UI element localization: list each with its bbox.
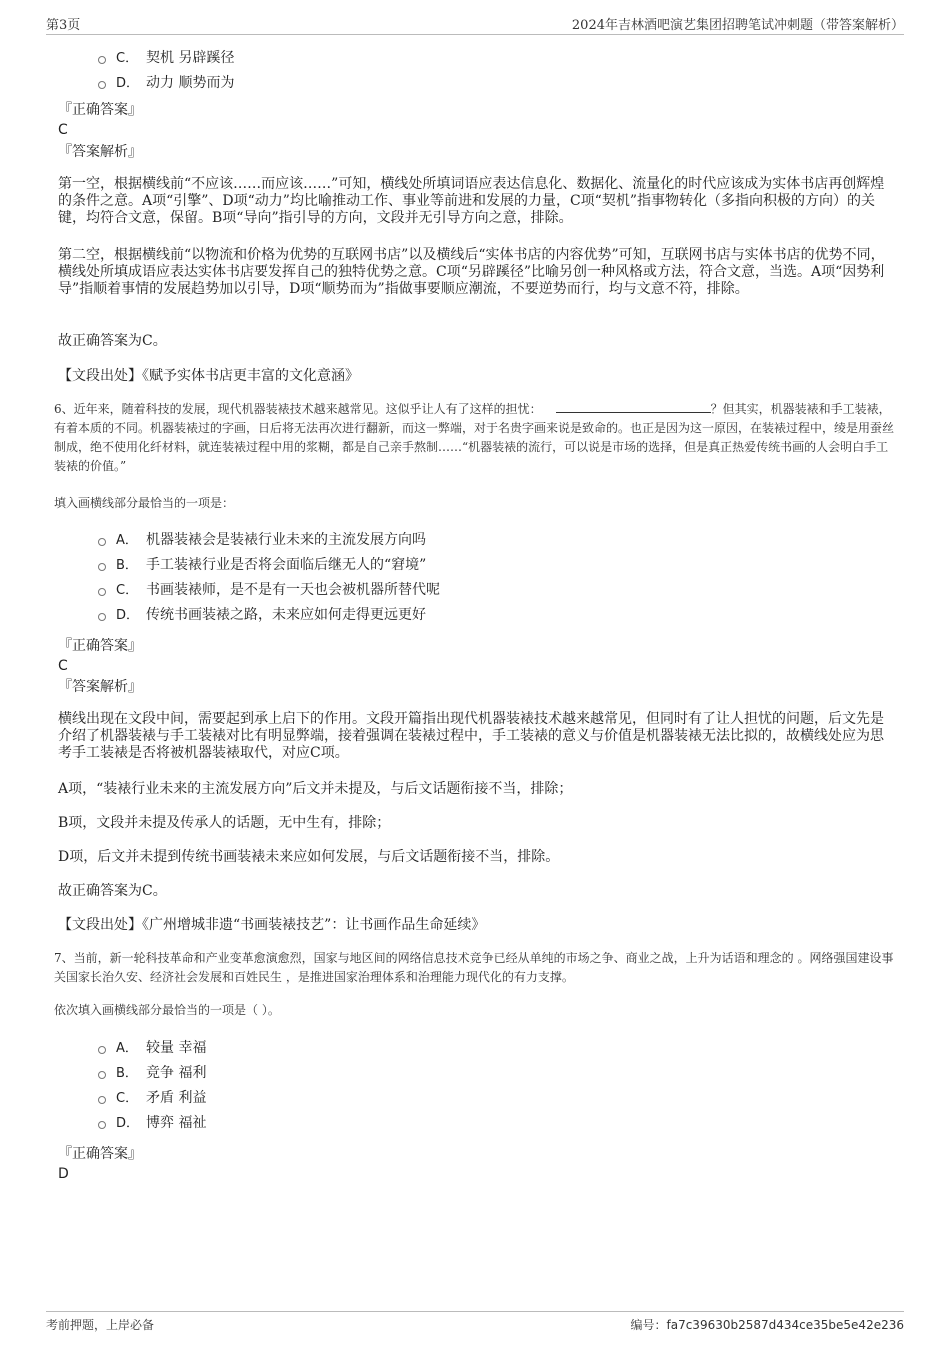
q5-source: 【文段出处】《赋予实体书店更丰富的文化意涵》 bbox=[58, 368, 359, 384]
q6-analysis-para-1: 横线出现在文段中间，需要起到承上启下的作用。文段开篇指出现代机器装裱技术越来越常见，但同时有了让人担忧的问题，后文先是介绍了机器装裱与手工装裱对比有明显弊端，接着强调在装裱过程中，手工装裱的意义与价值是机器装裱无法比拟的，故横线处应为思考手工装裱是否将被机器装裱取代，对应C项。 bbox=[58, 711, 884, 761]
radio-icon[interactable] bbox=[98, 588, 106, 596]
q6-stem: 6、近年来，随着科技的发展，现代机器装裱技术越来越常见。这似乎让人有了这样的担忧： ？但其实，机器装裱和手工装裱，有着本质的不同。机器装裱过的字画，日后将无法再次进行翻新，而这一弊端，对于名贵字画来说是致命的。也正是因为这一原因，在装裱过程中，绫是用蚕丝制成，绝不使用化纤材料，就连装裱过程中用的浆糊，都是自己亲手熬制……“机器装裱的流行，可以说是市场的选择，但是真正热爱传统书画的人会明白手工装裱的价值。” bbox=[54, 402, 895, 473]
q5-analysis-conclusion: 故正确答案为C。 bbox=[58, 333, 167, 349]
q7-stem: 7、当前，新一轮科技革命和产业变革愈演愈烈，国家与地区间的网络信息技术竞争已经从单纯的市场之争、商业之战，上升为话语和理念的 。网络强国建设事关国家长治久安、经济社会发展和百姓民生 ，是推进国家治理体系和治理能力现代化的有力支撑。 bbox=[54, 951, 894, 984]
q5-option-d[interactable]: D． 动力 顺势而为 bbox=[58, 71, 894, 96]
document-title: 2024年吉林酒吧演艺集团招聘笔试冲刺题（带答案解析） bbox=[571, 18, 904, 33]
q5-options bbox=[58, 46, 894, 96]
q7-answer: D bbox=[58, 1166, 69, 1182]
q5-answer-label: 『正确答案』 bbox=[58, 102, 142, 118]
q6-option-c[interactable]: C． 书画装裱师，是不是有一天也会被机器所替代呢 bbox=[58, 578, 894, 603]
page-footer bbox=[46, 1311, 904, 1336]
q7-options bbox=[58, 1036, 894, 1136]
document-code: 编号：fa7c39630b2587d434ce35be5e42e236 bbox=[630, 1318, 904, 1332]
q6-prompt: 填入画横线部分最恰当的一项是： bbox=[54, 496, 235, 510]
q7-option-b[interactable]: B． 竞争 福利 bbox=[58, 1061, 894, 1086]
radio-icon[interactable] bbox=[98, 538, 106, 546]
q5-analysis-label: 『答案解析』 bbox=[58, 144, 142, 160]
q5-answer: C bbox=[58, 122, 68, 138]
q6-answer-label: 『正确答案』 bbox=[58, 638, 142, 654]
q7-prompt: 依次填入画横线部分最恰当的一项是（ ）。 bbox=[54, 1003, 280, 1017]
radio-icon[interactable] bbox=[98, 81, 106, 89]
radio-icon[interactable] bbox=[98, 1046, 106, 1054]
q6-options bbox=[58, 528, 894, 628]
q6-analysis-conclusion: 故正确答案为C。 bbox=[58, 883, 167, 899]
q7-option-d[interactable]: D． 博弈 福祉 bbox=[58, 1111, 894, 1136]
q7-answer-label: 『正确答案』 bbox=[58, 1146, 142, 1162]
q6-option-a[interactable]: A． 机器装裱会是装裱行业未来的主流发展方向吗 bbox=[58, 528, 894, 553]
radio-icon[interactable] bbox=[98, 1071, 106, 1079]
q6-answer: C bbox=[58, 658, 68, 674]
radio-icon[interactable] bbox=[98, 1096, 106, 1104]
radio-icon[interactable] bbox=[98, 1121, 106, 1129]
q6-analysis-a: A项，“装裱行业未来的主流发展方向”后文并未提及，与后文话题衔接不当，排除； bbox=[58, 781, 573, 797]
q6-option-b[interactable]: B． 手工装裱行业是否将会面临后继无人的“窘境” bbox=[58, 553, 894, 578]
page-header bbox=[46, 14, 904, 35]
q7-option-c[interactable]: C． 矛盾 利益 bbox=[58, 1086, 894, 1111]
q6-source: 【文段出处】《广州增城非遗“书画装裱技艺”：让书画作品生命延续》 bbox=[58, 917, 486, 933]
q5-option-c[interactable]: C． 契机 另辟蹊径 bbox=[58, 46, 894, 71]
radio-icon[interactable] bbox=[98, 56, 106, 64]
q6-analysis-b: B项，文段并未提及传承人的话题，无中生有，排除； bbox=[58, 815, 391, 831]
q6-analysis-label: 『答案解析』 bbox=[58, 679, 142, 695]
q6-option-d[interactable]: D． 传统书画装裱之路，未来应如何走得更远更好 bbox=[58, 603, 894, 628]
q5-analysis-para-2: 第二空，根据横线前“以物流和价格为优势的互联网书店”以及横线后“实体书店的内容优势”可知，互联网书店与实体书店的优势不同，横线处所填成语应表达实体书店要发挥自己的独特优势之意。C项“另辟蹊径”比喻另创一种风格或方法，符合文意，当选。A项“因势利导”指顺着事情的发展趋势加以引导，D项“顺势而为”指做事要顺应潮流，不要逆势而行，均与文意不符，排除。 bbox=[58, 247, 885, 297]
q6-blank bbox=[556, 400, 711, 413]
page-number: 第3页 bbox=[46, 18, 81, 33]
radio-icon[interactable] bbox=[98, 563, 106, 571]
q7-option-a[interactable]: A． 较量 幸福 bbox=[58, 1036, 894, 1061]
q6-analysis-d: D项，后文并未提到传统书画装裱未来应如何发展，与后文话题衔接不当，排除。 bbox=[58, 849, 560, 865]
footer-slogan: 考前押题，上岸必备 bbox=[46, 1318, 155, 1332]
radio-icon[interactable] bbox=[98, 613, 106, 621]
q5-analysis-para-1: 第一空，根据横线前“不应该……而应该……”可知，横线处所填词语应表达信息化、数据化、流量化的时代应该成为实体书店再创辉煌的条件之意。A项“引擎”、D项“动力”均比喻推动工作、事业等前进和发展的力量，C项“契机”指事物转化（多指向积极的方向）的关键，均符合文意，保留。B项“导向”指引导的方向，文段并无引导方向之意，排除。 bbox=[58, 176, 885, 226]
